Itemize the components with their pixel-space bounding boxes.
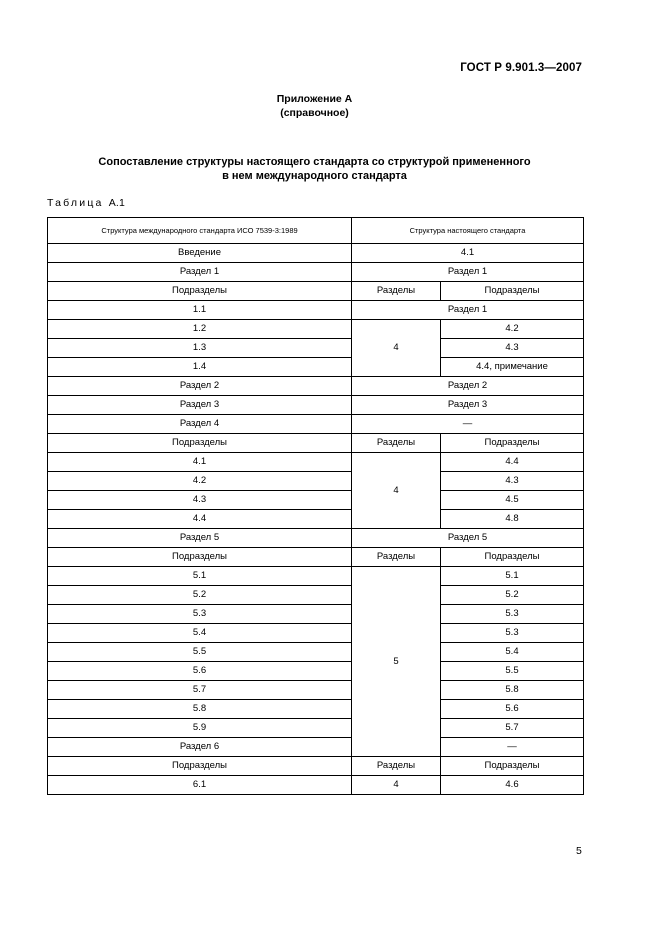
cell-iso: Раздел 4 [48, 415, 352, 434]
cell-iso: 6.1 [48, 776, 352, 795]
cell-section-merged: 4 [352, 453, 441, 529]
table-row [48, 415, 584, 434]
cell-iso: 5.8 [48, 700, 352, 719]
page-title [0, 155, 629, 183]
table-row [48, 605, 584, 624]
cell-national-subsection: 4.3 [441, 339, 584, 358]
cell-sections-label: Разделы [352, 282, 441, 301]
col-header-national: Структура настоящего стандарта [352, 218, 584, 244]
table-row [48, 377, 584, 396]
cell-iso: 5.9 [48, 719, 352, 738]
cell-national-subsection: 5.3 [441, 605, 584, 624]
cell-national-subsection: 5.1 [441, 567, 584, 586]
cell-national-subsection: 4.2 [441, 320, 584, 339]
table-row [48, 491, 584, 510]
cell-iso: 4.2 [48, 472, 352, 491]
table-row [48, 472, 584, 491]
table-header-row [48, 218, 584, 244]
cell-national-subsection: 4.3 [441, 472, 584, 491]
cell-iso: 5.6 [48, 662, 352, 681]
table-row [48, 453, 584, 472]
cell-sections-label: Разделы [352, 548, 441, 567]
table-row [48, 358, 584, 377]
cell-national-subsection: 5.7 [441, 719, 584, 738]
table-subheader-row [48, 548, 584, 567]
cell-national-subsection: 5.3 [441, 624, 584, 643]
table-row [48, 510, 584, 529]
cell-section-merged: 4 [352, 320, 441, 377]
cell-national-subsection: 4.4, примечание [441, 358, 584, 377]
document-code: ГОСТ Р 9.901.3—2007 [460, 62, 582, 74]
cell-iso: 5.2 [48, 586, 352, 605]
cell-iso: Раздел 3 [48, 396, 352, 415]
comparison-table [47, 217, 584, 795]
page-title-line-1: Сопоставление структуры настоящего стандарта со структурой примененного [98, 156, 531, 168]
page-title-line-2: в нем международного стандарта [222, 170, 407, 182]
cell-iso: 5.4 [48, 624, 352, 643]
annex-heading [0, 92, 629, 120]
cell-national: Раздел 2 [352, 377, 584, 396]
cell-iso: Раздел 5 [48, 529, 352, 548]
cell-national: 4.1 [352, 244, 584, 263]
cell-national-subsection: 4.5 [441, 491, 584, 510]
table-row [48, 586, 584, 605]
table-row [48, 681, 584, 700]
cell-subsections-label: Подразделы [441, 282, 584, 301]
cell-national-subsection: 5.6 [441, 700, 584, 719]
annex-subtitle: (справочное) [280, 107, 349, 119]
table-row [48, 301, 584, 320]
cell-national: Раздел 3 [352, 396, 584, 415]
cell-iso: Раздел 2 [48, 377, 352, 396]
cell-national-subsection: 5.2 [441, 586, 584, 605]
table-row [48, 263, 584, 282]
table-row [48, 529, 584, 548]
page-number: 5 [576, 845, 582, 857]
cell-national-subsection: 4.4 [441, 453, 584, 472]
cell-national: — [352, 415, 584, 434]
cell-subsections-label: Подразделы [48, 548, 352, 567]
cell-national: Раздел 1 [352, 301, 584, 320]
cell-national-subsection: — [441, 738, 584, 757]
cell-national-subsection: 5.5 [441, 662, 584, 681]
cell-iso: Раздел 6 [48, 738, 352, 757]
cell-subsections-label: Подразделы [441, 548, 584, 567]
table-subheader-row [48, 434, 584, 453]
table-row [48, 339, 584, 358]
cell-sections-label: Разделы [352, 757, 441, 776]
table-row [48, 700, 584, 719]
cell-iso: 1.4 [48, 358, 352, 377]
cell-iso: 5.5 [48, 643, 352, 662]
table-row [48, 776, 584, 795]
cell-iso: 5.7 [48, 681, 352, 700]
table-row [48, 719, 584, 738]
table-row [48, 643, 584, 662]
cell-iso: 4.4 [48, 510, 352, 529]
cell-national-subsection: 5.8 [441, 681, 584, 700]
annex-title: Приложение А [276, 93, 353, 105]
cell-national-subsection: 4.8 [441, 510, 584, 529]
cell-iso: 1.3 [48, 339, 352, 358]
cell-subsections-label: Подразделы [48, 282, 352, 301]
cell-sections-label: Разделы [352, 434, 441, 453]
cell-iso: 1.2 [48, 320, 352, 339]
table-caption-label: Таблица [47, 197, 104, 209]
table-row [48, 567, 584, 586]
table-subheader-row [48, 757, 584, 776]
cell-subsections-label: Подразделы [48, 434, 352, 453]
table-row [48, 624, 584, 643]
table-caption-number: А.1 [108, 197, 126, 209]
table-caption [47, 197, 125, 209]
cell-national-subsection: 5.4 [441, 643, 584, 662]
table-row [48, 662, 584, 681]
cell-iso: 5.1 [48, 567, 352, 586]
table-row [48, 320, 584, 339]
cell-section-merged: 5 [352, 567, 441, 757]
cell-national: Раздел 1 [352, 263, 584, 282]
table-row [48, 396, 584, 415]
cell-iso: 1.1 [48, 301, 352, 320]
table-subheader-row [48, 282, 584, 301]
cell-subsections-label: Подразделы [48, 757, 352, 776]
cell-iso: Раздел 1 [48, 263, 352, 282]
cell-iso: 4.3 [48, 491, 352, 510]
cell-national-subsection: 4.6 [441, 776, 584, 795]
col-header-iso: Структура международного стандарта ИСО 7539-3:1989 [48, 218, 352, 244]
table-row [48, 244, 584, 263]
cell-subsections-label: Подразделы [441, 757, 584, 776]
cell-section: 4 [352, 776, 441, 795]
cell-iso: 5.3 [48, 605, 352, 624]
cell-national: Раздел 5 [352, 529, 584, 548]
table-row [48, 738, 584, 757]
cell-iso: Введение [48, 244, 352, 263]
cell-subsections-label: Подразделы [441, 434, 584, 453]
cell-iso: 4.1 [48, 453, 352, 472]
